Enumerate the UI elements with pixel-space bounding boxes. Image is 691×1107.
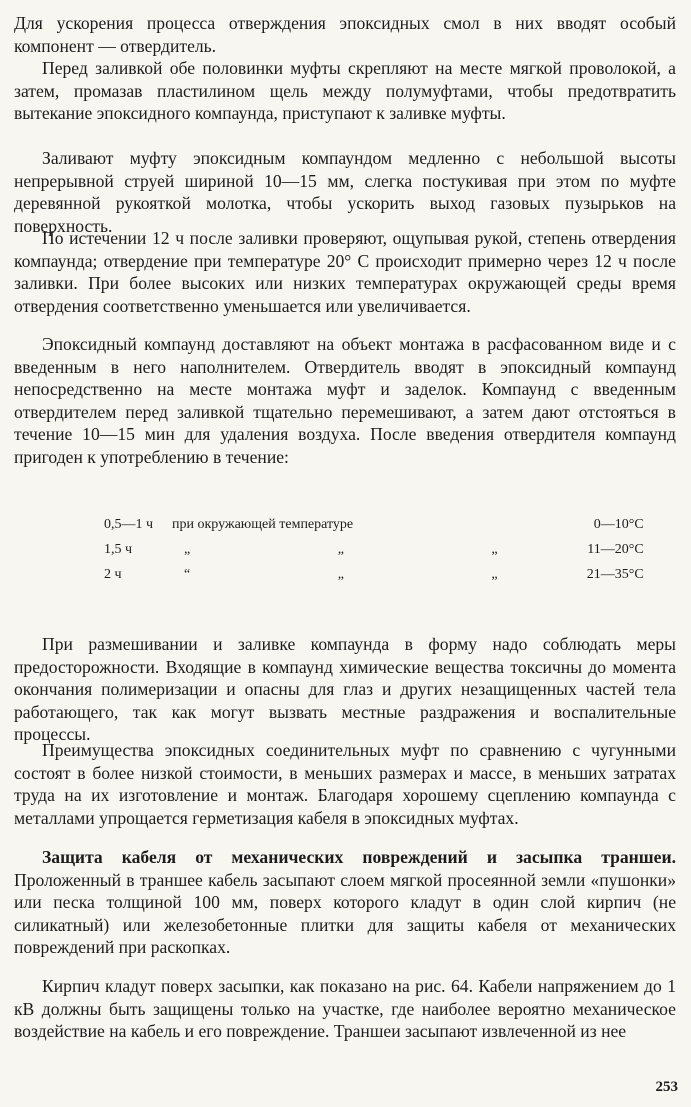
paragraph-hardener-intro: Для ускорения процесса отверждения эпоксидных смол в них вводят особый компонент — отвердитель.	[14, 13, 676, 56]
temperature-cell: 11—20°С	[587, 541, 644, 557]
temperature-cell: 21—35°С	[586, 566, 644, 582]
protection-text: Проложенный в траншее кабель засыпают слоем мягкой просеянной земли «пушонки» или песка толщиной 100 мм, поверх которого кладут в один слой кирпич (не силикатный) или железобетонные плитки для защиты кабеля от механических повреждений при раскопках.	[14, 869, 676, 958]
paragraph-compound-delivery: Эпоксидный компаунд доставляют на объект монтажа в расфасованном виде и с введенным в него наполнителем. Отвердитель вводят в эпоксидный компаунд непосредственно на месте монтажа муфт и заделок. Компаунд с введенным отвердителем перед заливкой тщательно перемешивают, а затем дают отстояться в течение 10—15 мин для удаления воздуха. После введения отвердителя компаунд пригоден к употреблению в течение:	[14, 334, 676, 467]
page-number: 253	[655, 1079, 678, 1095]
paragraph-safety: При размешивании и заливке компаунда в форму надо соблюдать меры предосторожности. Входящие в компаунд химические вещества токсичны до момента окончания полимеризации и опасны для глаз и других незащищенных частей тела работающего, так как могут вызвать местные раздражения и воспалительные процессы.	[14, 634, 676, 745]
table-row	[104, 512, 644, 537]
paragraph-curing-check: По истечении 12 ч после заливки проверяют, ощупывая рукой, степень отвердения компаунда; отвердение при температуре 20° С происходит примерно через 12 ч после заливки. При более высоких или низких температурах окружающей среды время отвердения соответственно уменьшается или увеличивается.	[14, 228, 676, 316]
table-row	[104, 562, 644, 587]
paragraph-advantages: Преимущества эпоксидных соединительных муфт по сравнению с чугунными состоят в более низкой стоимости, в меньших размерах и массе, в меньших затратах труда на их изготовление и монтаж. Благодаря хорошему сцеплению компаунда с металлами упрощается герметизация кабеля в эпоксидных муфтах.	[14, 740, 676, 828]
table-row	[104, 537, 644, 562]
temperature-cell: 0—10°С	[593, 516, 644, 532]
condition-cell: при окружающей температуре	[172, 516, 354, 532]
duration-cell: 0,5—1 ч	[104, 516, 154, 532]
ditto-cell: “ „ „	[184, 566, 570, 582]
paragraph-bricks: Кирпич кладут поверх засыпки, как показано на рис. 64. Кабели напряжением до 1 кВ должны быть защищены только на участке, где наиболее вероятно механическое воздействие на кабель и его повреждение. Траншеи засыпают извлеченной из нее	[14, 976, 676, 1042]
ditto-cell: „ „ „	[184, 541, 570, 557]
section-heading: Защита кабеля от механических повреждений и засыпка траншеи.	[42, 847, 676, 867]
duration-cell: 1,5 ч	[104, 541, 133, 557]
paragraph-protection	[14, 846, 676, 959]
duration-cell: 2 ч	[104, 566, 122, 582]
pot-life-table	[104, 512, 644, 587]
paragraph-pouring: Заливают муфту эпоксидным компаундом медленно с небольшой высоты непрерывной струей шириной 10—15 мм, слегка постукивая при этом по муфте деревянной рукояткой молотка, чтобы ускорить выход газовых пузырьков на поверхность.	[14, 148, 676, 236]
paragraph-coupling-prep: Перед заливкой обе половинки муфты скрепляют на месте мягкой проволокой, а затем, промазав пластилином щель между полумуфтами, чтобы предотвратить вытекание эпоксидного компаунда, приступают к заливке муфты.	[14, 58, 676, 124]
